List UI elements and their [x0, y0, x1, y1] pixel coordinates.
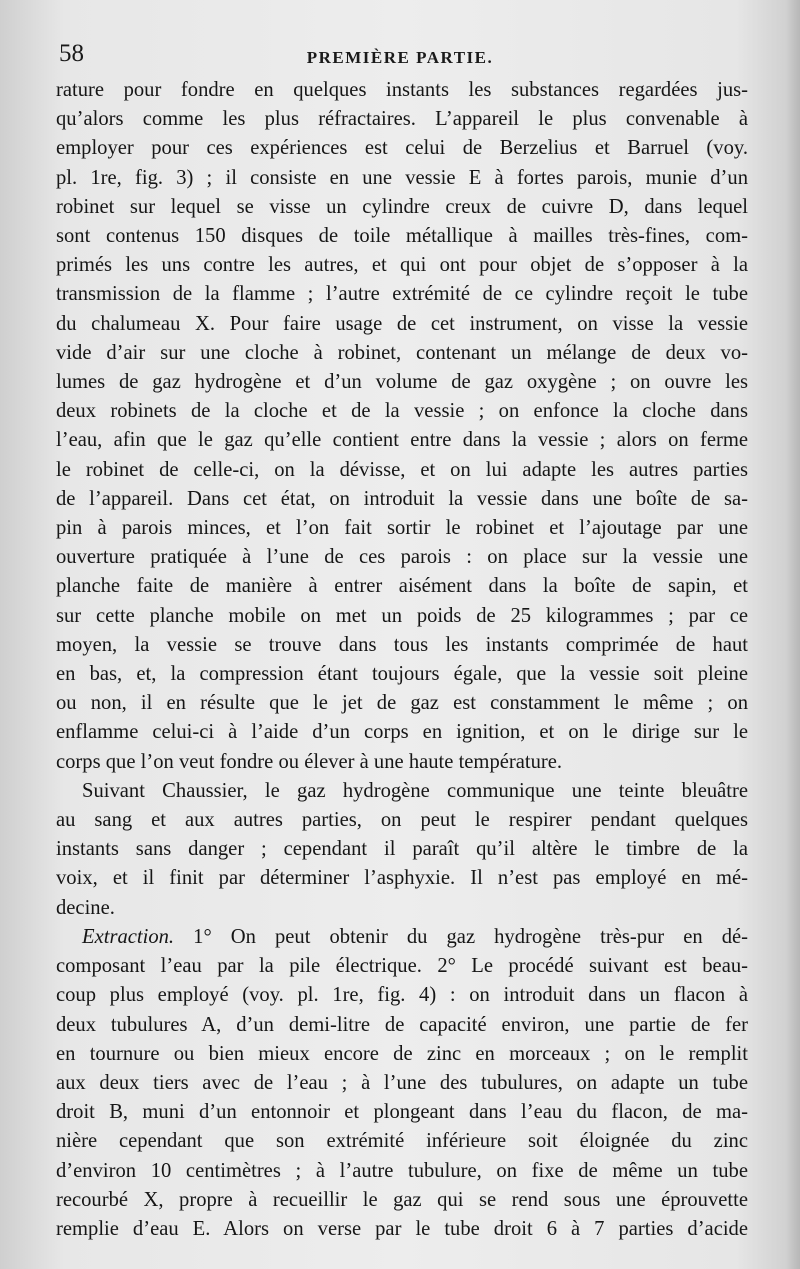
text-span: 1° On peut obtenir du gaz hydrogène très-pur en dé-: [174, 925, 748, 948]
text-line: sur cette planche mobile on met un poids de 25 kilogrammes ; par ce: [56, 604, 748, 627]
text-line: en tournure ou bien mieux encore de zinc en morceaux ; on le remplit: [56, 1042, 748, 1065]
text-line: vide d’air sur une cloche à robinet, contenant un mélange de deux vo-: [56, 341, 748, 364]
text-line: droit B, muni d’un entonnoir et plongeant dans l’eau du flacon, de ma-: [56, 1101, 748, 1124]
text-line: nière cependant que son extrémité inférieure soit éloignée du zinc: [56, 1130, 748, 1153]
text-line: moyen, la vessie se trouve dans tous les instants comprimée de haut: [56, 633, 748, 656]
text-line: voix, et il finit par déterminer l’asphyxie. Il n’est pas employé en mé-: [56, 867, 748, 890]
text-line: du chalumeau X. Pour faire usage de cet instrument, on visse la vessie: [56, 312, 748, 335]
text-line: decine.: [56, 896, 115, 919]
text-line: pin à parois minces, et l’on fait sortir le robinet et l’ajoutage par une: [56, 517, 748, 540]
text-line: pl. 1re, fig. 3) ; il consiste en une vessie E à fortes parois, munie d’un: [56, 166, 748, 189]
text-line: au sang et aux autres parties, on peut le respirer pendant quelques: [56, 809, 748, 832]
text-line: deux tubulures A, d’un demi-litre de capacité environ, une partie de fer: [56, 1013, 748, 1036]
paragraph-physiology: [56, 777, 748, 923]
text-line: rature pour fondre en quelques instants les substances regardées jus-: [56, 79, 748, 101]
paragraph-apparatus: [56, 76, 748, 777]
text-line: employer pour ces expériences est celui de Berzelius et Barruel (voy.: [56, 137, 748, 160]
text-line: enflamme celui-ci à l’aide d’un corps en ignition, et on le dirige sur le: [56, 721, 748, 744]
text-line: remplie d’eau E. Alors on verse par le tube droit 6 à 7 parties d’acide: [56, 1217, 748, 1240]
text-line: le robinet de celle-ci, on la dévisse, et on lui adapte les autres parties: [56, 458, 748, 481]
text-line: instants sans danger ; cependant il paraît qu’il altère le timbre de la: [56, 838, 748, 861]
text-line: en bas, et, la compression étant toujours égale, que la vessie soit pleine: [56, 663, 748, 686]
text-line: lumes de gaz hydrogène et d’un volume de gaz oxygène ; on ouvre les: [56, 371, 748, 394]
text-line: l’eau, afin que le gaz qu’elle contient entre dans la vessie ; alors on ferme: [56, 429, 748, 452]
text-line: ouverture pratiquée à l’une de ces parois : on place sur la vessie une: [56, 546, 748, 569]
section-lead: Extraction.: [82, 925, 175, 948]
text-line: aux deux tiers avec de l’eau ; à l’une des tubulures, on adapte un tube: [56, 1071, 748, 1094]
text-line: sont contenus 150 disques de toile métallique à mailles très-fines, com-: [56, 225, 748, 248]
text-line: de l’appareil. Dans cet état, on introduit la vessie dans une boîte de sa-: [56, 487, 748, 510]
text-line: deux robinets de la cloche et de la vessie ; on enfonce la cloche dans: [56, 400, 748, 423]
text-line: coup plus employé (voy. pl. 1re, fig. 4) : on introduit dans un flacon à: [56, 984, 748, 1007]
text-line: planche faite de manière à entrer aisément dans la boîte de sapin, et: [56, 575, 748, 598]
text-line: [56, 923, 748, 952]
body-text: [56, 76, 748, 1244]
text-line: ou non, il en résulte que le jet de gaz est constamment le même ; on: [56, 692, 748, 715]
text-line: primés les uns contre les autres, et qui ont pour objet de s’opposer à la: [56, 254, 748, 277]
text-line: qu’alors comme les plus réfractaires. L’appareil le plus convenable à: [56, 108, 748, 131]
page-number: 58: [59, 40, 84, 67]
text-line: recourbé X, propre à recueillir le gaz qui se rend sous une éprouvette: [56, 1188, 748, 1211]
text-line: robinet sur lequel se visse un cylindre creux de cuivre D, dans lequel: [56, 195, 748, 218]
page-header: [55, 40, 745, 74]
text-line: transmission de la flamme ; l’autre extrémité de ce cylindre reçoit le tube: [56, 283, 748, 306]
text-line: d’environ 10 centimètres ; à l’autre tubulure, on fixe de même un tube: [56, 1159, 748, 1182]
text-line: corps que l’on veut fondre ou élever à une haute température.: [56, 750, 563, 773]
text-line: Suivant Chaussier, le gaz hydrogène communique une teinte bleuâtre: [82, 779, 748, 802]
paragraph-extraction: [56, 923, 748, 1244]
text-line: composant l’eau par la pile électrique. 2° Le procédé suivant est beau-: [56, 955, 748, 978]
running-head: PREMIÈRE PARTIE.: [306, 48, 494, 67]
